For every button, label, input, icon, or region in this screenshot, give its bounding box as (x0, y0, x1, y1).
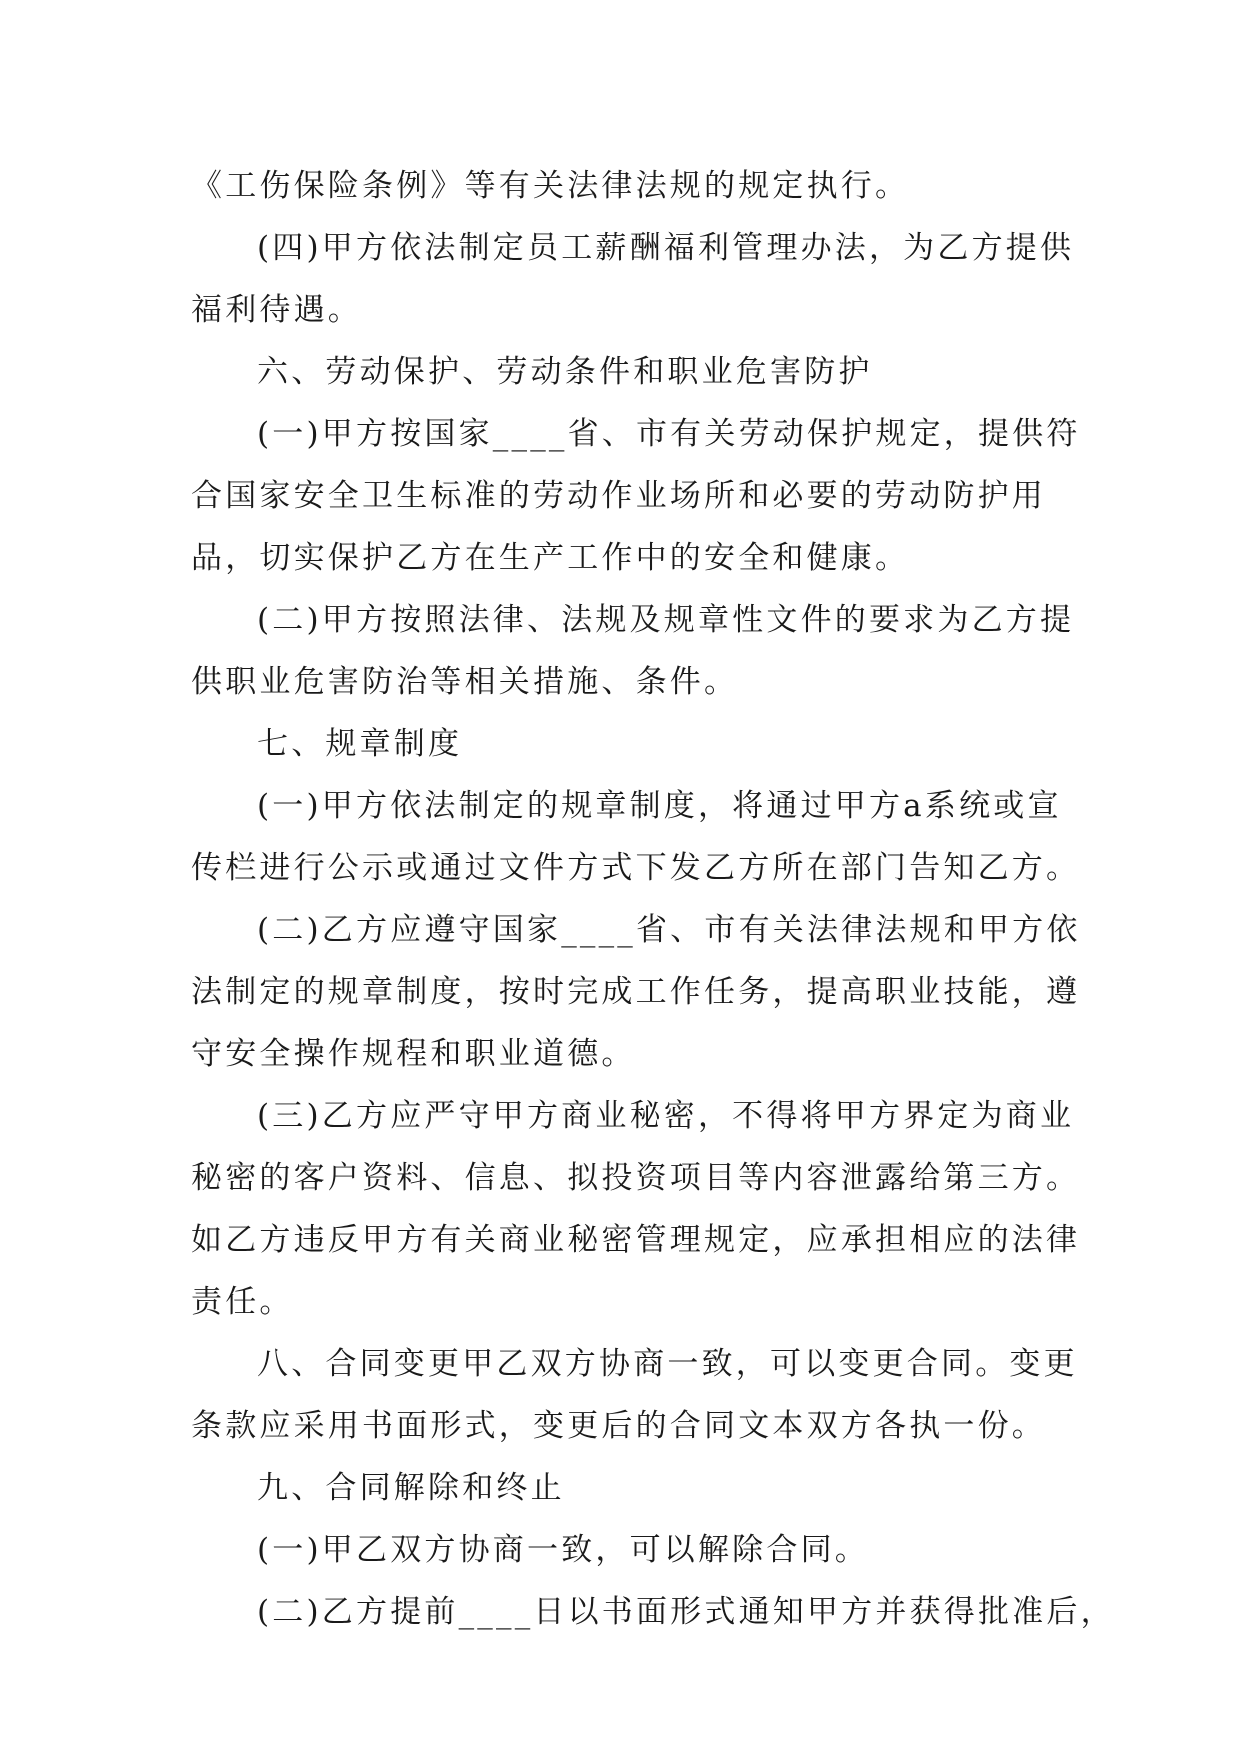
text-line: 如乙方违反甲方有关商业秘密管理规定，应承担相应的法律 (191, 1222, 1081, 1258)
text-line: (一)甲乙双方协商一致，可以解除合同。 (257, 1532, 869, 1568)
text-line: (三)乙方应严守甲方商业秘密，不得将甲方界定为商业 (257, 1098, 1075, 1134)
text-line: 责任。 (191, 1284, 294, 1320)
section-heading: 六、劳动保护、劳动条件和职业危害防护 (257, 354, 873, 390)
text-line: (一)甲方依法制定的规章制度，将通过甲方a系统或宣 (257, 788, 1062, 824)
text-line: (二)乙方应遵守国家____省、市有关法律法规和甲方依 (257, 912, 1081, 948)
text-line: 合国家安全卫生标准的劳动作业场所和必要的劳动防护用 (191, 478, 1046, 514)
document-body (191, 155, 1115, 1643)
text-line: 《工伤保险条例》等有关法律法规的规定执行。 (191, 168, 910, 204)
text-line: (二)甲方按照法律、法规及规章性文件的要求为乙方提 (257, 602, 1075, 638)
text-line: (二)乙方提前____日以书面形式通知甲方并获得批准后， (257, 1594, 1115, 1630)
text-line: (一)甲方按国家____省、市有关劳动保护规定，提供符 (257, 416, 1081, 452)
text-line: 条款应采用书面形式，变更后的合同文本双方各执一份。 (191, 1408, 1046, 1444)
text-line: 福利待遇。 (191, 292, 362, 328)
text-line: (四)甲方依法制定员工薪酬福利管理办法，为乙方提供 (257, 230, 1075, 266)
text-line: 秘密的客户资料、信息、拟投资项目等内容泄露给第三方。 (191, 1160, 1081, 1196)
text-line: 传栏进行公示或通过文件方式下发乙方所在部门告知乙方。 (191, 850, 1081, 886)
text-line: 守安全操作规程和职业道德。 (191, 1036, 636, 1072)
text-line: 法制定的规章制度，按时完成工作任务，提高职业技能，遵 (191, 974, 1081, 1010)
section-heading: 七、规章制度 (257, 726, 463, 762)
text-line: 八、合同变更甲乙双方协商一致，可以变更合同。变更 (257, 1346, 1078, 1382)
section-heading: 九、合同解除和终止 (257, 1470, 565, 1506)
text-line: 品，切实保护乙方在生产工作中的安全和健康。 (191, 540, 910, 576)
text-line: 供职业危害防治等相关措施、条件。 (191, 664, 739, 700)
